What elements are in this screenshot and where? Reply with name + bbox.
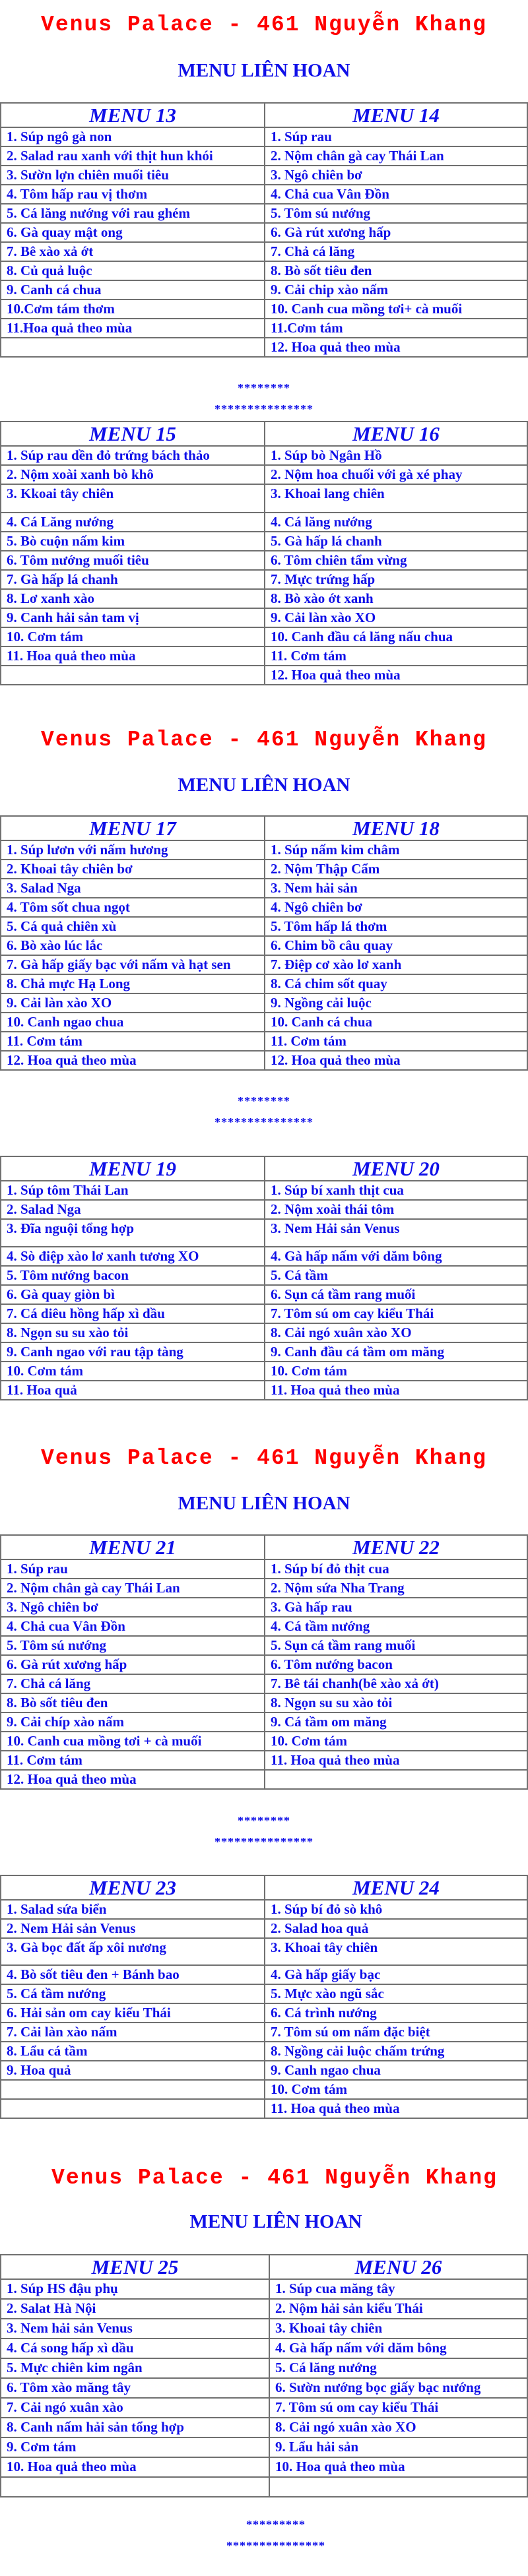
menu-row [1,1617,527,1636]
menu-item: 1. Súp bí xanh thịt cua [265,1181,527,1200]
menu-item: 6. Chim bồ câu quay [265,936,527,955]
menu-row [1,917,527,936]
menu-item: 5. Cá tầm nướng [1,1984,265,2003]
menu-item [269,2477,527,2497]
menu-item: 10. Cơm tám [265,1732,527,1751]
menu-item: 5. Tôm sú nướng [265,204,527,223]
menu-item: 1. Súp rau dền đỏ trứng bách thảo [1,446,265,465]
menu-item: 12. Hoa quả theo mùa [1,1770,265,1789]
menu-table [0,1156,528,1400]
menu-item: 9. Cải làn xào XO [265,608,527,627]
menu-row [1,1266,527,1285]
menu-row [1,2398,527,2418]
stars-divider-short: ******** [238,381,290,394]
menu-item: 10. Canh cua mồng tơi+ cà muối [265,299,527,319]
menu-item: 8. Ngọn su su xào tỏi [1,1323,265,1342]
menu-item: 1. Súp tôm Thái Lan [1,1181,265,1200]
menu-item: 8. Cải ngó xuân xào XO [269,2418,527,2437]
menu-item: 2. Nộm sứa Nha Trang [265,1579,527,1598]
menu-row [1,879,527,898]
menu-row [1,204,527,223]
menu-item [1,666,265,685]
menu-item: 3. Đĩa nguội tổng hợp [1,1219,265,1247]
menu-item: 9. Cải chíp xào nấm [1,1712,265,1732]
menu-name: MENU 26 [269,2255,527,2279]
menu-item: 3. Nem hải sản [265,879,527,898]
menu-row [1,551,527,570]
menu-item: 12. Hoa quả theo mùa [1,1051,265,1070]
menu-item: 1. Súp bò Ngân Hồ [265,446,527,465]
menu-name: MENU 16 [265,422,527,446]
menu-item: 3. Gà bọc đất ấp xôi nương [1,1938,265,1965]
menu-item: 5. Bò cuộn nấm kim [1,532,265,551]
menu-item: 6. Sụn cá tầm rang muối [265,1285,527,1304]
menu-row [1,1304,527,1323]
menu-row [1,570,527,589]
menu-item: 9. Cơm tám [1,2437,269,2457]
menu-row [1,1323,527,1342]
menu-row [1,1051,527,1070]
menu-row [1,1013,527,1032]
menu-row [1,127,527,146]
menu-item: 4. Gà hấp nấm với dăm bông [269,2339,527,2358]
menu-item: 2. Nộm hải sản kiểu Thái [269,2299,527,2319]
menu-row [1,1032,527,1051]
menu-item: 10. Cơm tám [265,1362,527,1381]
menu-item: 5. Cá tầm [265,1266,527,1285]
menu-name: MENU 20 [265,1156,527,1181]
menu-item: 6. Hải sản om cay kiểu Thái [1,2003,265,2023]
menu-item: 6. Tôm xào măng tây [1,2378,269,2398]
menu-row [1,242,527,261]
menu-row [1,1247,527,1266]
menu-heading: MENU LIÊN HOAN [178,60,350,81]
menu-item: 10. Cơm tám [1,627,265,646]
menu-table [0,102,528,358]
menu-row [1,1965,527,1984]
menu-row [1,1579,527,1598]
menu-item: 4. Chả cua Vân Đồn [265,185,527,204]
menu-header-row [1,1875,527,1900]
menu-heading: MENU LIÊN HOAN [178,774,350,796]
menu-item: 2. Nộm xoài xanh bò khô [1,465,265,484]
menu-item: 10.Cơm tám thơm [1,299,265,319]
menu-item: 1. Súp bí đỏ sò khô [265,1900,527,1919]
menu-item: 1. Súp bí đỏ thịt cua [265,1559,527,1579]
menu-item [1,2477,269,2497]
stars-divider-short: ******** [238,1814,290,1827]
menu-item: 1. Súp cua măng tây [269,2279,527,2299]
menu-item: 3. Ngô chiên bơ [1,1598,265,1617]
menu-row [1,1751,527,1770]
menu-row [1,299,527,319]
menu-item: 11. Hoa quả theo mùa [265,1751,527,1770]
menu-row [1,465,527,484]
menu-item: 11. Hoa quả theo mùa [265,1381,527,1400]
menu-row [1,1342,527,1362]
menu-row [1,2299,527,2319]
menu-item: 10. Canh đầu cá lăng nấu chua [265,627,527,646]
menu-row [1,1919,527,1938]
menu-item: 6. Cá trình nướng [265,2003,527,2023]
menu-name: MENU 17 [1,816,265,840]
menu-item: 7. Chả cá lăng [1,1674,265,1693]
menu-header-row [1,103,527,127]
menu-row [1,2061,527,2080]
menu-item: 7. Cải ngó xuân xào [1,2398,269,2418]
menu-item: 2. Nộm hoa chuối với gà xé phay [265,465,527,484]
menu-item: 2. Nộm chân gà cay Thái Lan [265,146,527,166]
menu-item: 11. Cơm tám [1,1032,265,1051]
menu-item: 5. Tôm sú nướng [1,1636,265,1655]
menu-item: 11. Cơm tám [265,1032,527,1051]
menu-item: 6. Gà rút xương hấp [1,1655,265,1674]
menu-item: 9. Canh đầu cá tầm om măng [265,1342,527,1362]
menu-item: 11. Hoa quả theo mùa [1,646,265,666]
menu-row [1,223,527,242]
menu-row [1,2003,527,2023]
menu-row [1,627,527,646]
menu-item: 2. Nộm xoài thái tôm [265,1200,527,1219]
menu-item: 1. Súp HS đậu phụ [1,2279,269,2299]
menu-row [1,319,527,338]
menu-table [0,1875,528,2119]
menu-item: 7. Gà hấp giấy bạc với nấm và hạt sen [1,955,265,974]
menu-item: 5. Tôm hấp lá thơm [265,917,527,936]
menu-header-row [1,1535,527,1559]
menu-heading: MENU LIÊN HOAN [189,2211,362,2232]
menu-row [1,1693,527,1712]
menu-item: 7. Tôm sú om cay kiểu Thái [265,1304,527,1323]
menu-item: 7. Cải làn xào nấm [1,2023,265,2042]
menu-row [1,1770,527,1789]
menu-name: MENU 23 [1,1875,265,1900]
menu-item: 8. Bò sốt tiêu đen [1,1693,265,1712]
menu-item: 5. Mực xào ngũ sắc [265,1984,527,2003]
menu-row [1,280,527,299]
menu-item [1,338,265,357]
menu-item: 10. Canh cua mồng tơi + cà muối [1,1732,265,1751]
menu-item: 2. Nộm Thập Cẩm [265,860,527,879]
menu-row [1,840,527,860]
menu-header-row [1,816,527,840]
menu-row [1,974,527,993]
menu-row [1,589,527,608]
menu-row [1,484,527,513]
menu-row [1,646,527,666]
menu-item: 9. Canh ngao chua [265,2061,527,2080]
stars-divider-short: ********* [246,2518,306,2531]
menu-row [1,1381,527,1400]
menu-item: 3. Khoai tây chiên [265,1938,527,1965]
menu-item: 11. Cơm tám [1,1751,265,1770]
menu-row [1,2477,527,2497]
menu-item: 11. Hoa quả theo mùa [265,2099,527,2118]
menu-item: 7. Mực trứng hấp [265,570,527,589]
restaurant-title: Venus Palace - 461 Nguyễn Khang [41,728,487,752]
menu-name: MENU 24 [265,1875,527,1900]
restaurant-title: Venus Palace - 461 Nguyễn Khang [41,1446,487,1470]
menu-name: MENU 18 [265,816,527,840]
menu-row [1,166,527,185]
restaurant-title: Venus Palace - 461 Nguyễn Khang [41,13,487,37]
menu-item: 10. Canh ngao chua [1,1013,265,1032]
menu-item: 9. Lẩu hải sản [269,2437,527,2457]
menu-item: 1. Súp ngô gà non [1,127,265,146]
menu-row [1,2437,527,2457]
menu-table [0,815,528,1071]
menu-table [0,2254,528,2497]
stars-divider-long: *************** [214,402,314,416]
menu-item: 9. Cá tầm om măng [265,1712,527,1732]
menu-item: 9. Canh ngao với rau tập tàng [1,1342,265,1362]
menu-item [1,2080,265,2099]
menu-row [1,513,527,532]
menu-item: 7. Chả cá lăng [265,242,527,261]
menu-row [1,860,527,879]
menu-row [1,261,527,280]
menu-item: 9. Canh cá chua [1,280,265,299]
menu-row [1,608,527,627]
menu-item: 8. Ngồng cải luộc chấm trứng [265,2042,527,2061]
menu-item: 8. Củ quả luộc [1,261,265,280]
menu-item: 2. Salat Hà Nội [1,2299,269,2319]
menu-item: 6. Tôm nướng bacon [265,1655,527,1674]
menu-item: 2. Salad Nga [1,1200,265,1219]
menu-row [1,1636,527,1655]
menu-row [1,1900,527,1919]
menu-table [0,1534,528,1790]
menu-item: 2. Nem Hải sản Venus [1,1919,265,1938]
menu-name: MENU 15 [1,422,265,446]
menu-item: 5. Mực chiên kim ngân [1,2358,269,2378]
stars-divider-long: *************** [214,1115,314,1129]
menu-row [1,446,527,465]
menu-row [1,2457,527,2477]
menu-row [1,955,527,974]
menu-item: 8. Cá chim sốt quay [265,974,527,993]
menu-item: 7. Bê tái chanh(bê xào xả ớt) [265,1674,527,1693]
menu-header-row [1,422,527,446]
menu-item: 8. Lơ xanh xào [1,589,265,608]
menu-name: MENU 19 [1,1156,265,1181]
menu-row [1,2080,527,2099]
menu-row [1,532,527,551]
menu-item: 4. Bò sốt tiêu đen + Bánh bao [1,1965,265,1984]
menu-item: 6. Sườn nướng bọc giấy bạc nướng [269,2378,527,2398]
menu-item: 1. Súp rau [1,1559,265,1579]
menu-item: 1. Salad sứa biển [1,1900,265,1919]
menu-row [1,2358,527,2378]
menu-heading: MENU LIÊN HOAN [178,1493,350,1514]
menu-row [1,993,527,1013]
menu-item: 6. Gà quay mật ong [1,223,265,242]
menu-name: MENU 22 [265,1535,527,1559]
stars-divider-long: *************** [226,2539,325,2552]
menu-row [1,936,527,955]
menu-item: 12. Hoa quả theo mùa [265,666,527,685]
menu-item: 1. Súp nấm kim châm [265,840,527,860]
menu-item: 6. Tôm nướng muối tiêu [1,551,265,570]
menu-item: 3. Gà hấp rau [265,1598,527,1617]
menu-item: 7. Tôm sú om nấm đặc biệt [265,2023,527,2042]
menu-item: 12. Hoa quả theo mùa [265,338,527,357]
menu-item: 2. Nộm chân gà cay Thái Lan [1,1579,265,1598]
menu-item: 4. Cá lăng nướng [265,513,527,532]
menu-item [1,2099,265,2118]
menu-item: 2. Salad rau xanh với thịt hun khói [1,146,265,166]
menu-item: 6. Tôm chiên tẩm vừng [265,551,527,570]
menu-item: 12. Hoa quả theo mùa [265,1051,527,1070]
menu-item: 4. Cá tầm nướng [265,1617,527,1636]
menu-item: 9. Cải chip xào nấm [265,280,527,299]
menu-row [1,2339,527,2358]
menu-row [1,1732,527,1751]
menu-item: 10. Canh cá chua [265,1013,527,1032]
menu-item: 4. Cá Lăng nướng [1,513,265,532]
menu-row [1,1219,527,1247]
menu-item: 3. Khoai tây chiên [269,2319,527,2339]
menu-item: 10. Cơm tám [265,2080,527,2099]
menu-item: 6. Gà rút xương hấp [265,223,527,242]
menu-row [1,1938,527,1965]
menu-item: 11.Hoa quả theo mùa [1,319,265,338]
menu-item: 4. Cá song hấp xì dầu [1,2339,269,2358]
menu-row [1,1984,527,2003]
menu-item: 3. Nem hải sản Venus [1,2319,269,2339]
menu-item: 9. Cải làn xào XO [1,993,265,1013]
menu-item: 8. Bò sốt tiêu đen [265,261,527,280]
menu-item: 5. Cá lăng nướng [269,2358,527,2378]
menu-row [1,1712,527,1732]
menu-row [1,185,527,204]
menu-item [265,1770,527,1789]
menu-item: 2. Khoai tây chiên bơ [1,860,265,879]
stars-divider-long: *************** [214,1835,314,1848]
menu-item: 3. Kkoai tây chiên [1,484,265,513]
menu-item: 7. Gà hấp lá chanh [1,570,265,589]
menu-item: 3. Ngô chiên bơ [265,166,527,185]
menu-item: 5. Gà hấp lá chanh [265,532,527,551]
menu-row [1,1559,527,1579]
menu-row [1,2378,527,2398]
menu-item: 8. Bò xào ớt xanh [265,589,527,608]
menu-item: 4. Tôm sốt chua ngọt [1,898,265,917]
menu-item: 3. Sườn lợn chiên muối tiêu [1,166,265,185]
menu-header-row [1,1156,527,1181]
menu-row [1,146,527,166]
menu-item: 4. Tôm hấp rau vị thơm [1,185,265,204]
menu-name: MENU 25 [1,2255,269,2279]
menu-row [1,1598,527,1617]
menu-row [1,338,527,357]
menu-item: 8. Canh nấm hải sản tổng hợp [1,2418,269,2437]
menu-item: 5. Sụn cá tầm rang muối [265,1636,527,1655]
menu-item: 5. Tôm nướng bacon [1,1266,265,1285]
menu-item: 7. Cá diêu hồng hấp xì dầu [1,1304,265,1323]
menu-item: 1. Súp rau [265,127,527,146]
menu-item: 3. Khoai lang chiên [265,484,527,513]
menu-row [1,2418,527,2437]
menu-row [1,666,527,685]
menu-row [1,2023,527,2042]
menu-item: 4. Gà hấp giấy bạc [265,1965,527,1984]
menu-item: 3. Salad Nga [1,879,265,898]
menu-header-row [1,2255,527,2279]
menu-item: 10. Hoa quả theo mùa [1,2457,269,2477]
menu-item: 5. Cá lăng nướng với rau ghém [1,204,265,223]
menu-item: 1. Súp lươn với nấm hương [1,840,265,860]
menu-item: 11. Hoa quả [1,1381,265,1400]
menu-item: 8. Ngọn su su xào tỏi [265,1693,527,1712]
restaurant-title: Venus Palace - 461 Nguyễn Khang [51,2166,498,2190]
menu-row [1,1285,527,1304]
menu-name: MENU 14 [265,103,527,127]
menu-table [0,421,528,685]
menu-row [1,898,527,917]
menu-item: 3. Nem Hải sản Venus [265,1219,527,1247]
menu-row [1,1655,527,1674]
menu-item: 8. Chả mực Hạ Long [1,974,265,993]
menu-item: 4. Gà hấp nấm với dăm bông [265,1247,527,1266]
menu-item: 10. Cơm tám [1,1362,265,1381]
menu-row [1,2042,527,2061]
menu-item: 9. Ngồng cải luộc [265,993,527,1013]
menu-item: 7. Điệp cơ xào lơ xanh [265,955,527,974]
menu-item: 4. Chả cua Vân Đồn [1,1617,265,1636]
menu-row [1,1362,527,1381]
stars-divider-short: ******** [238,1094,290,1108]
menu-row [1,2099,527,2118]
menu-item: 8. Lẩu cá tầm [1,2042,265,2061]
menu-item: 11.Cơm tám [265,319,527,338]
menu-item: 6. Bò xào lúc lắc [1,936,265,955]
menu-item: 10. Hoa quả theo mùa [269,2457,527,2477]
menu-item: 7. Bê xào xả ớt [1,242,265,261]
menu-name: MENU 21 [1,1535,265,1559]
menu-item: 9. Hoa quả [1,2061,265,2080]
menu-row [1,1200,527,1219]
menu-item: 9. Canh hải sản tam vị [1,608,265,627]
menu-row [1,1674,527,1693]
menu-item: 4. Sò điệp xào lơ xanh tương XO [1,1247,265,1266]
menu-item: 5. Cá quả chiên xù [1,917,265,936]
menu-row [1,2319,527,2339]
menu-item: 6. Gà quay giòn bì [1,1285,265,1304]
menu-name: MENU 13 [1,103,265,127]
menu-item: 11. Cơm tám [265,646,527,666]
menu-row [1,2279,527,2299]
menu-item: 8. Cải ngó xuân xào XO [265,1323,527,1342]
menu-row [1,1181,527,1200]
menu-item: 2. Salad hoa quả [265,1919,527,1938]
menu-item: 4. Ngô chiên bơ [265,898,527,917]
menu-item: 7. Tôm sú om cay kiểu Thái [269,2398,527,2418]
